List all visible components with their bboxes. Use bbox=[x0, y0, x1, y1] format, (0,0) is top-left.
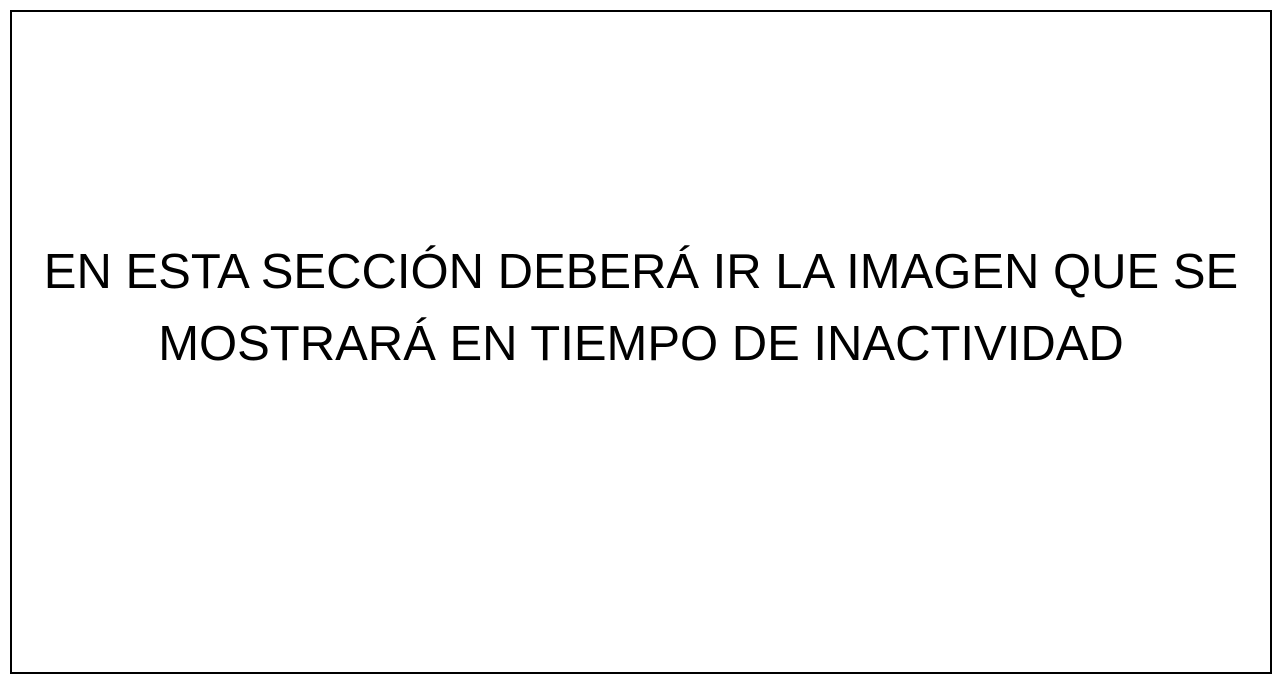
placeholder-line-2: MOSTRARÁ EN TIEMPO DE INACTIVIDAD bbox=[158, 317, 1124, 371]
placeholder-line-1: EN ESTA SECCIÓN DEBERÁ IR LA IMAGEN QUE SE bbox=[43, 245, 1239, 299]
placeholder-message bbox=[12, 236, 1270, 380]
idle-image-placeholder bbox=[10, 10, 1272, 674]
